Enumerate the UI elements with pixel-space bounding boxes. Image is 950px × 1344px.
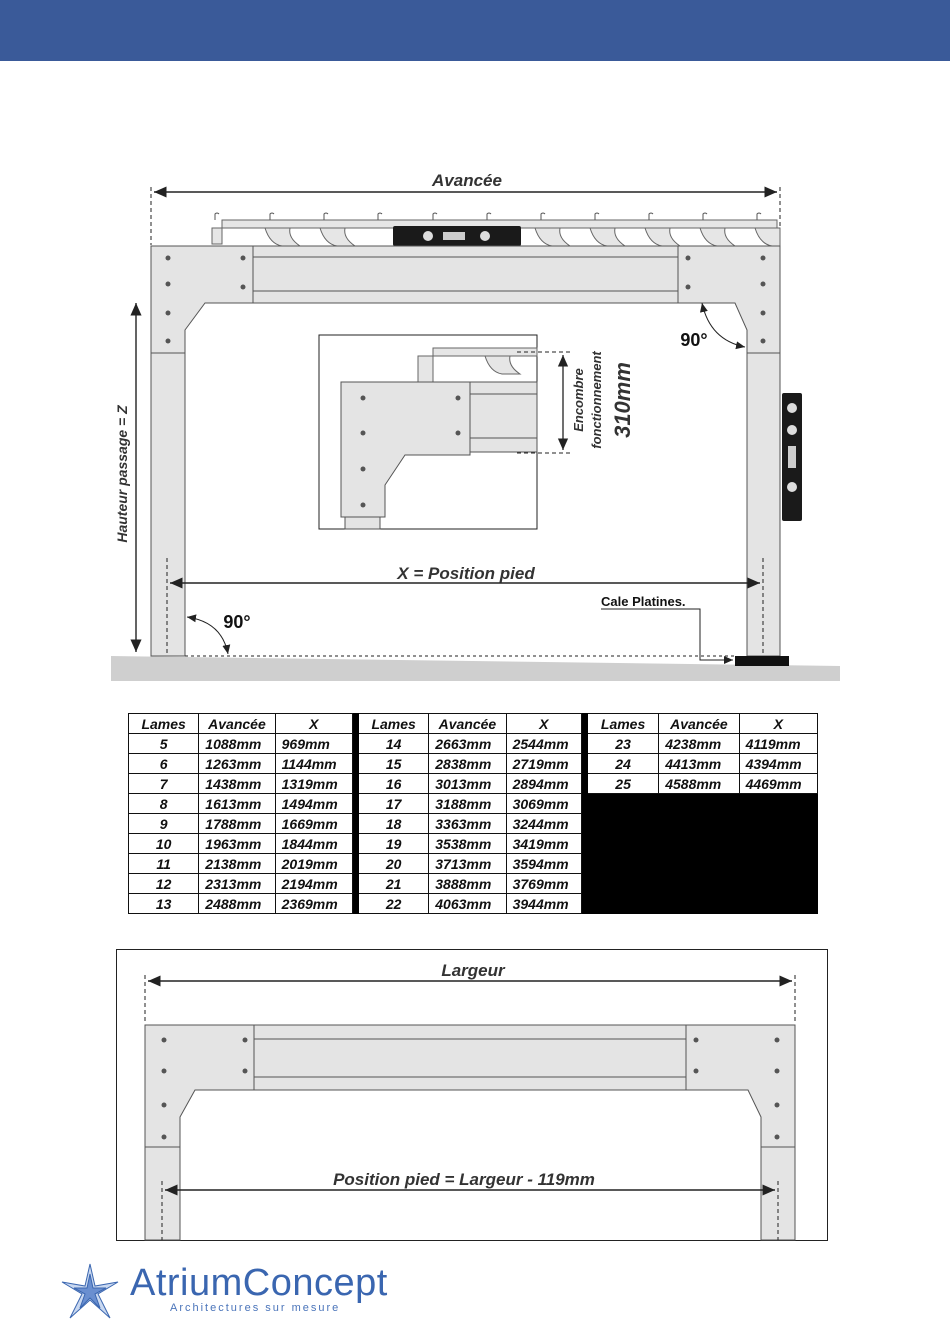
- table-row: [129, 774, 818, 794]
- table-cell-avancee: 4413mm: [659, 754, 739, 774]
- table-header-row: [129, 714, 818, 734]
- table-cell-empty: [659, 854, 739, 874]
- table-cell-avancee: 2838mm: [429, 754, 506, 774]
- table-cell-x: 2369mm: [275, 894, 352, 914]
- angle-left-label: 90°: [223, 612, 251, 632]
- encombre-label-1: Encombre: [571, 368, 586, 432]
- table-row: [129, 814, 818, 834]
- table-cell-lames: 14: [358, 734, 428, 754]
- star-logo-icon: [58, 1260, 122, 1324]
- table-cell-x: 3769mm: [506, 874, 581, 894]
- detail-inset: [319, 335, 570, 529]
- table-cell-lames: 6: [129, 754, 199, 774]
- table-cell-lames: 17: [358, 794, 428, 814]
- table-cell-empty: [587, 794, 658, 814]
- table-header-cell: Avancée: [199, 714, 275, 734]
- table-cell-empty: [587, 814, 658, 834]
- table-header-cell: Lames: [587, 714, 658, 734]
- table-cell-empty: [587, 874, 658, 894]
- table-cell-empty: [587, 834, 658, 854]
- position-pied-dimension: [162, 1181, 778, 1240]
- table-cell-x: 3069mm: [506, 794, 581, 814]
- table-cell-avancee: 3538mm: [429, 834, 506, 854]
- table-cell-x: 2719mm: [506, 754, 581, 774]
- table-cell-lames: 7: [129, 774, 199, 794]
- cale-platines-shim: [735, 656, 789, 666]
- table-cell-lames: 16: [358, 774, 428, 794]
- hauteur-label: Hauteur passage = Z: [114, 405, 130, 543]
- table-cell-avancee: 2138mm: [199, 854, 275, 874]
- table-cell-lames: 19: [358, 834, 428, 854]
- atrium-concept-logo: [58, 1258, 388, 1328]
- table-cell-x: 1144mm: [275, 754, 352, 774]
- table-header-cell: X: [739, 714, 817, 734]
- table-row: [129, 754, 818, 774]
- table-cell-lames: 20: [358, 854, 428, 874]
- table-cell-empty: [739, 854, 817, 874]
- table-cell-empty: [739, 874, 817, 894]
- table-cell-lames: 9: [129, 814, 199, 834]
- table-cell-x: 2194mm: [275, 874, 352, 894]
- table-cell-lames: 18: [358, 814, 428, 834]
- avancee-label: Avancée: [432, 171, 502, 190]
- table-cell-avancee: 4063mm: [429, 894, 506, 914]
- table-cell-lames: 23: [587, 734, 658, 754]
- table-cell-x: 3944mm: [506, 894, 581, 914]
- table-cell-avancee: 1088mm: [199, 734, 275, 754]
- blade-hooks: [215, 213, 761, 220]
- table-header-cell: X: [275, 714, 352, 734]
- table-cell-lames: 21: [358, 874, 428, 894]
- table-cell-empty: [659, 834, 739, 854]
- table-cell-empty: [587, 894, 658, 914]
- table-row: [129, 734, 818, 754]
- table-header-cell: Avancée: [659, 714, 739, 734]
- table-cell-lames: 24: [587, 754, 658, 774]
- table-cell-x: 1319mm: [275, 774, 352, 794]
- table-cell-x: 1494mm: [275, 794, 352, 814]
- table-row: [129, 834, 818, 854]
- table-cell-lames: 13: [129, 894, 199, 914]
- table-cell-lames: 25: [587, 774, 658, 794]
- table-row: [129, 794, 818, 814]
- table-cell-avancee: 1263mm: [199, 754, 275, 774]
- angle-arc-left: [187, 617, 228, 654]
- table-row: [129, 854, 818, 874]
- cale-leader: [601, 609, 733, 660]
- table-cell-lames: 8: [129, 794, 199, 814]
- table-cell-avancee: 4238mm: [659, 734, 739, 754]
- table-cell-avancee: 3363mm: [429, 814, 506, 834]
- table-cell-x: 4394mm: [739, 754, 817, 774]
- table-cell-lames: 10: [129, 834, 199, 854]
- table-cell-avancee: 3188mm: [429, 794, 506, 814]
- table-cell-lames: 5: [129, 734, 199, 754]
- table-row: [129, 894, 818, 914]
- table-cell-x: 1844mm: [275, 834, 352, 854]
- table-cell-lames: 15: [358, 754, 428, 774]
- table-cell-avancee: 2663mm: [429, 734, 506, 754]
- encombre-value: 310mm: [610, 362, 635, 438]
- table-cell-x: 2019mm: [275, 854, 352, 874]
- table-cell-avancee: 3888mm: [429, 874, 506, 894]
- table-cell-avancee: 2313mm: [199, 874, 275, 894]
- table-cell-lames: 11: [129, 854, 199, 874]
- table-cell-avancee: 1788mm: [199, 814, 275, 834]
- largeur-dimension: [145, 975, 795, 1023]
- table-cell-x: 3244mm: [506, 814, 581, 834]
- dimension-table: [128, 713, 818, 914]
- table-cell-lames: 12: [129, 874, 199, 894]
- front-view-diagram: [0, 949, 950, 1249]
- table-cell-empty: [739, 834, 817, 854]
- table-cell-x: 4469mm: [739, 774, 817, 794]
- table-cell-empty: [739, 814, 817, 834]
- encombre-label-2: fonctionnement: [589, 351, 604, 449]
- logo-tagline: Architectures sur mesure: [170, 1302, 341, 1314]
- angle-right-label: 90°: [680, 330, 708, 350]
- x-position-label: X = Position pied: [397, 564, 535, 583]
- table-cell-x: 2544mm: [506, 734, 581, 754]
- table-header-cell: Lames: [129, 714, 199, 734]
- spirit-level-horizontal-icon: [393, 226, 521, 246]
- table-cell-empty: [659, 894, 739, 914]
- table-cell-x: 3419mm: [506, 834, 581, 854]
- table-cell-empty: [739, 794, 817, 814]
- table-cell-empty: [659, 794, 739, 814]
- table-cell-x: 4119mm: [739, 734, 817, 754]
- table-cell-avancee: 2488mm: [199, 894, 275, 914]
- table-cell-x: 1669mm: [275, 814, 352, 834]
- table-cell-empty: [739, 894, 817, 914]
- table-cell-lames: 22: [358, 894, 428, 914]
- cale-label: Cale Platines.: [601, 594, 686, 609]
- table-cell-empty: [587, 854, 658, 874]
- frame-front-view: [145, 1025, 795, 1240]
- table-cell-empty: [659, 874, 739, 894]
- spirit-level-vertical-icon: [782, 393, 802, 521]
- largeur-label: Largeur: [441, 961, 505, 980]
- table-cell-avancee: 1438mm: [199, 774, 275, 794]
- table-cell-avancee: 3013mm: [429, 774, 506, 794]
- table-cell-x: 2894mm: [506, 774, 581, 794]
- table-cell-avancee: 4588mm: [659, 774, 739, 794]
- table-cell-x: 969mm: [275, 734, 352, 754]
- table-header-cell: Avancée: [429, 714, 506, 734]
- table-header-cell: Lames: [358, 714, 428, 734]
- table-cell-avancee: 1613mm: [199, 794, 275, 814]
- table-row: [129, 874, 818, 894]
- position-pied-label: Position pied = Largeur - 119mm: [333, 1170, 595, 1189]
- table-cell-avancee: 3713mm: [429, 854, 506, 874]
- table-cell-avancee: 1963mm: [199, 834, 275, 854]
- table-header-cell: X: [506, 714, 581, 734]
- logo-name: AtriumConcept: [130, 1262, 388, 1304]
- table-cell-x: 3594mm: [506, 854, 581, 874]
- table-cell-empty: [659, 814, 739, 834]
